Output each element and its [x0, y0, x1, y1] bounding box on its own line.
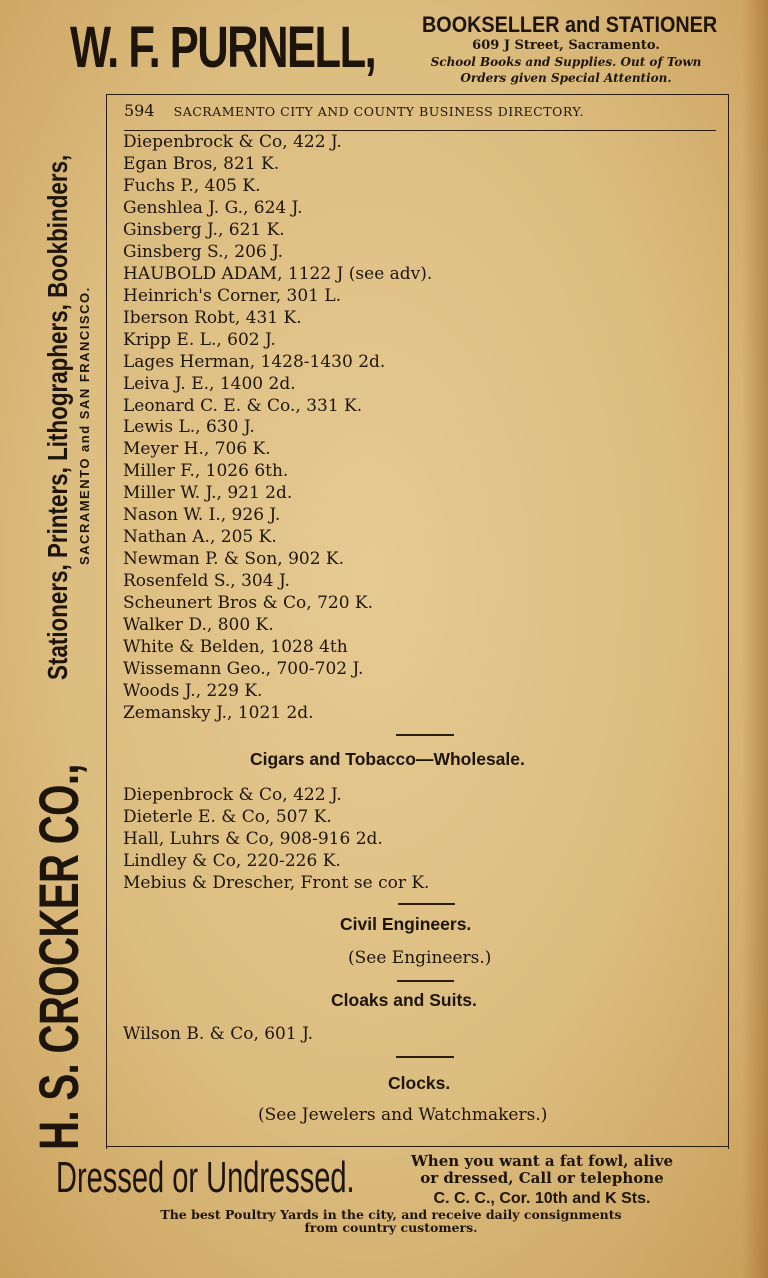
purnell-line-2: Orders given Special Attention.: [460, 71, 672, 85]
list-item: Meyer H., 706 K.: [123, 439, 271, 459]
list-item: Leiva J. E., 1400 2d.: [123, 374, 296, 394]
list-item: Miller W. J., 921 2d.: [123, 483, 293, 503]
list-item: Heinrich's Corner, 301 L.: [123, 286, 342, 306]
list-item: Diepenbrock & Co, 422 J.: [123, 132, 342, 152]
list-item: Nason W. I., 926 J.: [123, 505, 281, 525]
section-heading-cigars: Cigars and Tobacco—Wholesale.: [250, 749, 525, 769]
list-item: Ginsberg S., 206 J.: [123, 242, 284, 262]
poultry-ad-line-5: from country customers.: [304, 1220, 478, 1235]
list-item: HAUBOLD ADAM, 1122 J (see adv).: [123, 264, 433, 284]
section-divider: [396, 734, 454, 736]
purnell-advert: [406, 12, 726, 86]
crocker-company-name: H. S. CROCKER CO.,: [26, 764, 90, 1150]
crocker-services: Stationers, Printers, Lithographers, Bookbinders,: [42, 154, 73, 680]
list-item: Newman P. & Son, 902 K.: [123, 549, 345, 569]
list-item: Genshlea J. G., 624 J.: [123, 198, 303, 218]
list-item: Dieterle E. & Co, 507 K.: [123, 807, 332, 827]
poultry-ad-line-4: The best Poultry Yards in the city, and receive daily consignments: [160, 1207, 622, 1222]
list-item: Hall, Luhrs & Co, 908-916 2d.: [123, 829, 383, 849]
list-item: White & Belden, 1028 4th: [123, 637, 348, 657]
list-item: Nathan A., 205 K.: [123, 527, 277, 547]
section-heading-civil-engineers: Civil Engineers.: [340, 914, 472, 934]
section-divider: [398, 903, 455, 905]
list-item: Kripp E. L., 602 J.: [123, 330, 276, 350]
poultry-ad-details: [356, 1153, 728, 1209]
section-divider: [397, 980, 454, 982]
see-reference-note: (See Jewelers and Watchmakers.): [258, 1105, 548, 1125]
section-heading-clocks: Clocks.: [388, 1073, 451, 1093]
poultry-ad-headline: Dressed or Undressed.: [56, 1153, 355, 1202]
bottom-rule: [106, 1146, 729, 1147]
poultry-ad-line-1: When you want a fat fowl, alive: [410, 1152, 674, 1170]
list-item: Miller F., 1026 6th.: [123, 461, 289, 481]
list-item: Lindley & Co, 220-226 K.: [123, 851, 341, 871]
list-item: Lages Herman, 1428-1430 2d.: [123, 352, 386, 372]
poultry-ad-address: C. C. C., Cor. 10th and K Sts.: [433, 1190, 651, 1207]
poultry-ad-line-2: or dressed, Call or telephone: [420, 1169, 664, 1187]
purnell-name: W. F. PURNELL,: [70, 15, 376, 80]
list-item: Lewis L., 630 J.: [123, 417, 255, 437]
list-item: Mebius & Drescher, Front se cor K.: [123, 873, 430, 893]
list-item: Iberson Robt, 431 K.: [123, 308, 302, 328]
list-item: Diepenbrock & Co, 422 J.: [123, 785, 342, 805]
list-item: Scheunert Bros & Co, 720 K.: [123, 593, 374, 613]
list-item: Wissemann Geo., 700-702 J.: [123, 659, 364, 679]
page-edge-shadow: [742, 0, 768, 1278]
see-reference-note: (See Engineers.): [348, 948, 492, 968]
list-item: Ginsberg J., 621 K.: [123, 220, 285, 240]
list-item: Zemansky J., 1021 2d.: [123, 703, 314, 723]
list-item: Walker D., 800 K.: [123, 615, 274, 635]
crocker-cities: SACRAMENTO and SAN FRANCISCO.: [77, 286, 92, 565]
section-divider: [396, 1056, 454, 1058]
purnell-line-1: School Books and Supplies. Out of Town: [430, 55, 702, 69]
page-number: 594: [124, 101, 155, 120]
purnell-address: 609 J Street, Sacramento.: [472, 38, 660, 53]
list-item: Fuchs P., 405 K.: [123, 176, 261, 196]
section-heading-cloaks: Cloaks and Suits.: [331, 990, 477, 1010]
list-item: Woods J., 229 K.: [123, 681, 263, 701]
purnell-title: BOOKSELLER and STATIONER: [422, 12, 718, 37]
directory-title: SACRAMENTO CITY AND COUNTY BUSINESS DIRECTORY.: [173, 104, 584, 119]
page-header: [124, 101, 584, 120]
list-item: Rosenfeld S., 304 J.: [123, 571, 290, 591]
list-item: Wilson B. & Co, 601 J.: [123, 1024, 313, 1044]
list-item: Egan Bros, 821 K.: [123, 154, 280, 174]
poultry-ad-footer: [56, 1208, 726, 1234]
list-item: Leonard C. E. & Co., 331 K.: [123, 396, 363, 416]
